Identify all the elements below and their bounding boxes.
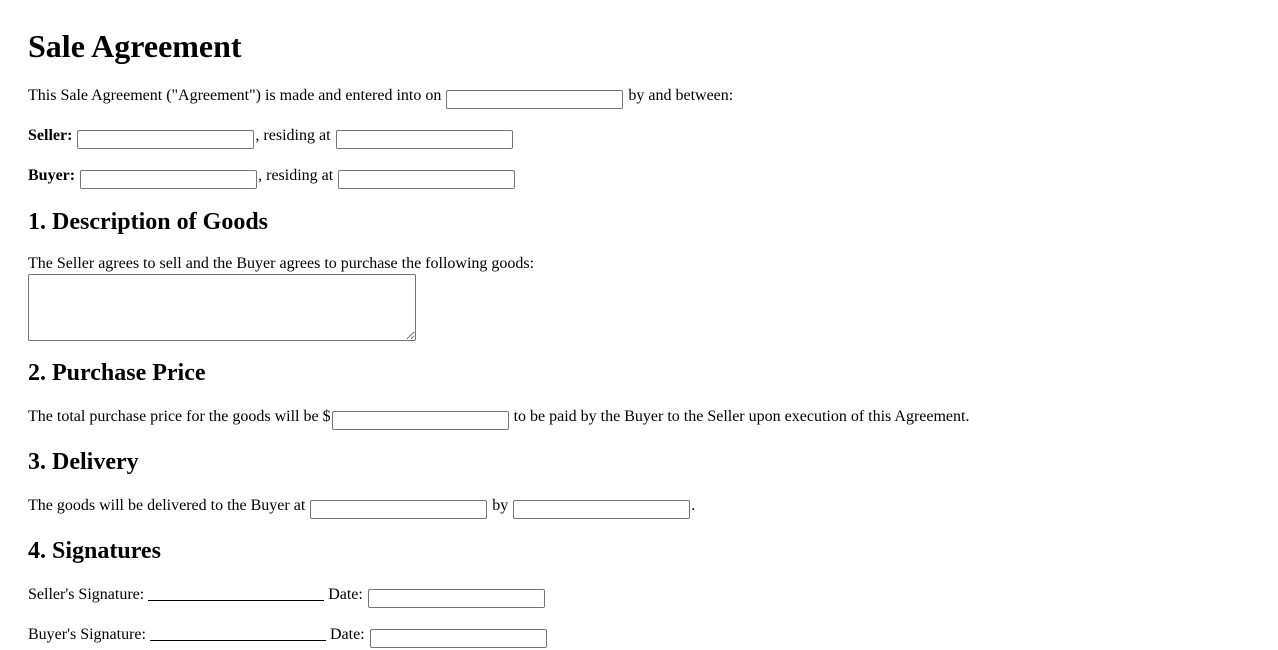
seller-address-input[interactable] [336,130,513,149]
buyer-signature-label: Buyer's Signature: [28,626,146,643]
buyer-date-label: Date: [329,626,365,643]
section-description-text: The Seller agrees to sell and the Buyer agrees to purchase the following goods: [28,255,535,272]
goods-description-textarea[interactable] [28,274,416,341]
intro-paragraph [28,86,1250,109]
buyer-line [28,166,1250,189]
buyer-label: Buyer: [28,167,76,184]
price-text-after: to be paid by the Buyer to the Seller upon execution of this Agreement. [513,408,970,425]
buyer-address-input[interactable] [338,170,515,189]
purchase-price-input[interactable] [332,411,509,430]
section-delivery-title: 3. Delivery [28,449,139,475]
price-paragraph [28,407,1250,430]
seller-signature-date-input[interactable] [368,589,545,608]
delivery-text-middle: by [492,497,509,514]
buyer-name-input[interactable] [80,170,257,189]
buyer-signature-blank [150,626,326,641]
delivery-date-input[interactable] [513,500,690,519]
delivery-location-input[interactable] [310,500,487,519]
buyer-residing-text: , residing at [258,167,334,184]
seller-signature-label: Seller's Signature: [28,586,145,603]
seller-line [28,126,1250,149]
seller-label: Seller: [28,127,73,144]
price-text-before: The total purchase price for the goods will be $ [28,408,331,425]
seller-date-label: Date: [328,586,363,603]
section-signatures-title: 4. Signatures [28,538,161,564]
delivery-text-before: The goods will be delivered to the Buyer at [28,497,306,514]
intro-text-before: This Sale Agreement ("Agreement") is made and entered into on [28,87,442,104]
buyer-signature-date-input[interactable] [370,629,547,648]
seller-signature-blank [148,586,324,601]
delivery-paragraph [28,496,1250,519]
buyer-signature-line [28,625,1250,648]
seller-residing-text: , residing at [255,127,331,144]
page-title: Sale Agreement [28,28,242,64]
section-description-title: 1. Description of Goods [28,209,268,235]
delivery-text-after: . [691,497,696,514]
seller-signature-line [28,585,1250,608]
section-price-title: 2. Purchase Price [28,360,206,386]
intro-text-after: by and between: [628,87,734,104]
seller-name-input[interactable] [77,130,254,149]
agreement-date-input[interactable] [446,90,623,109]
